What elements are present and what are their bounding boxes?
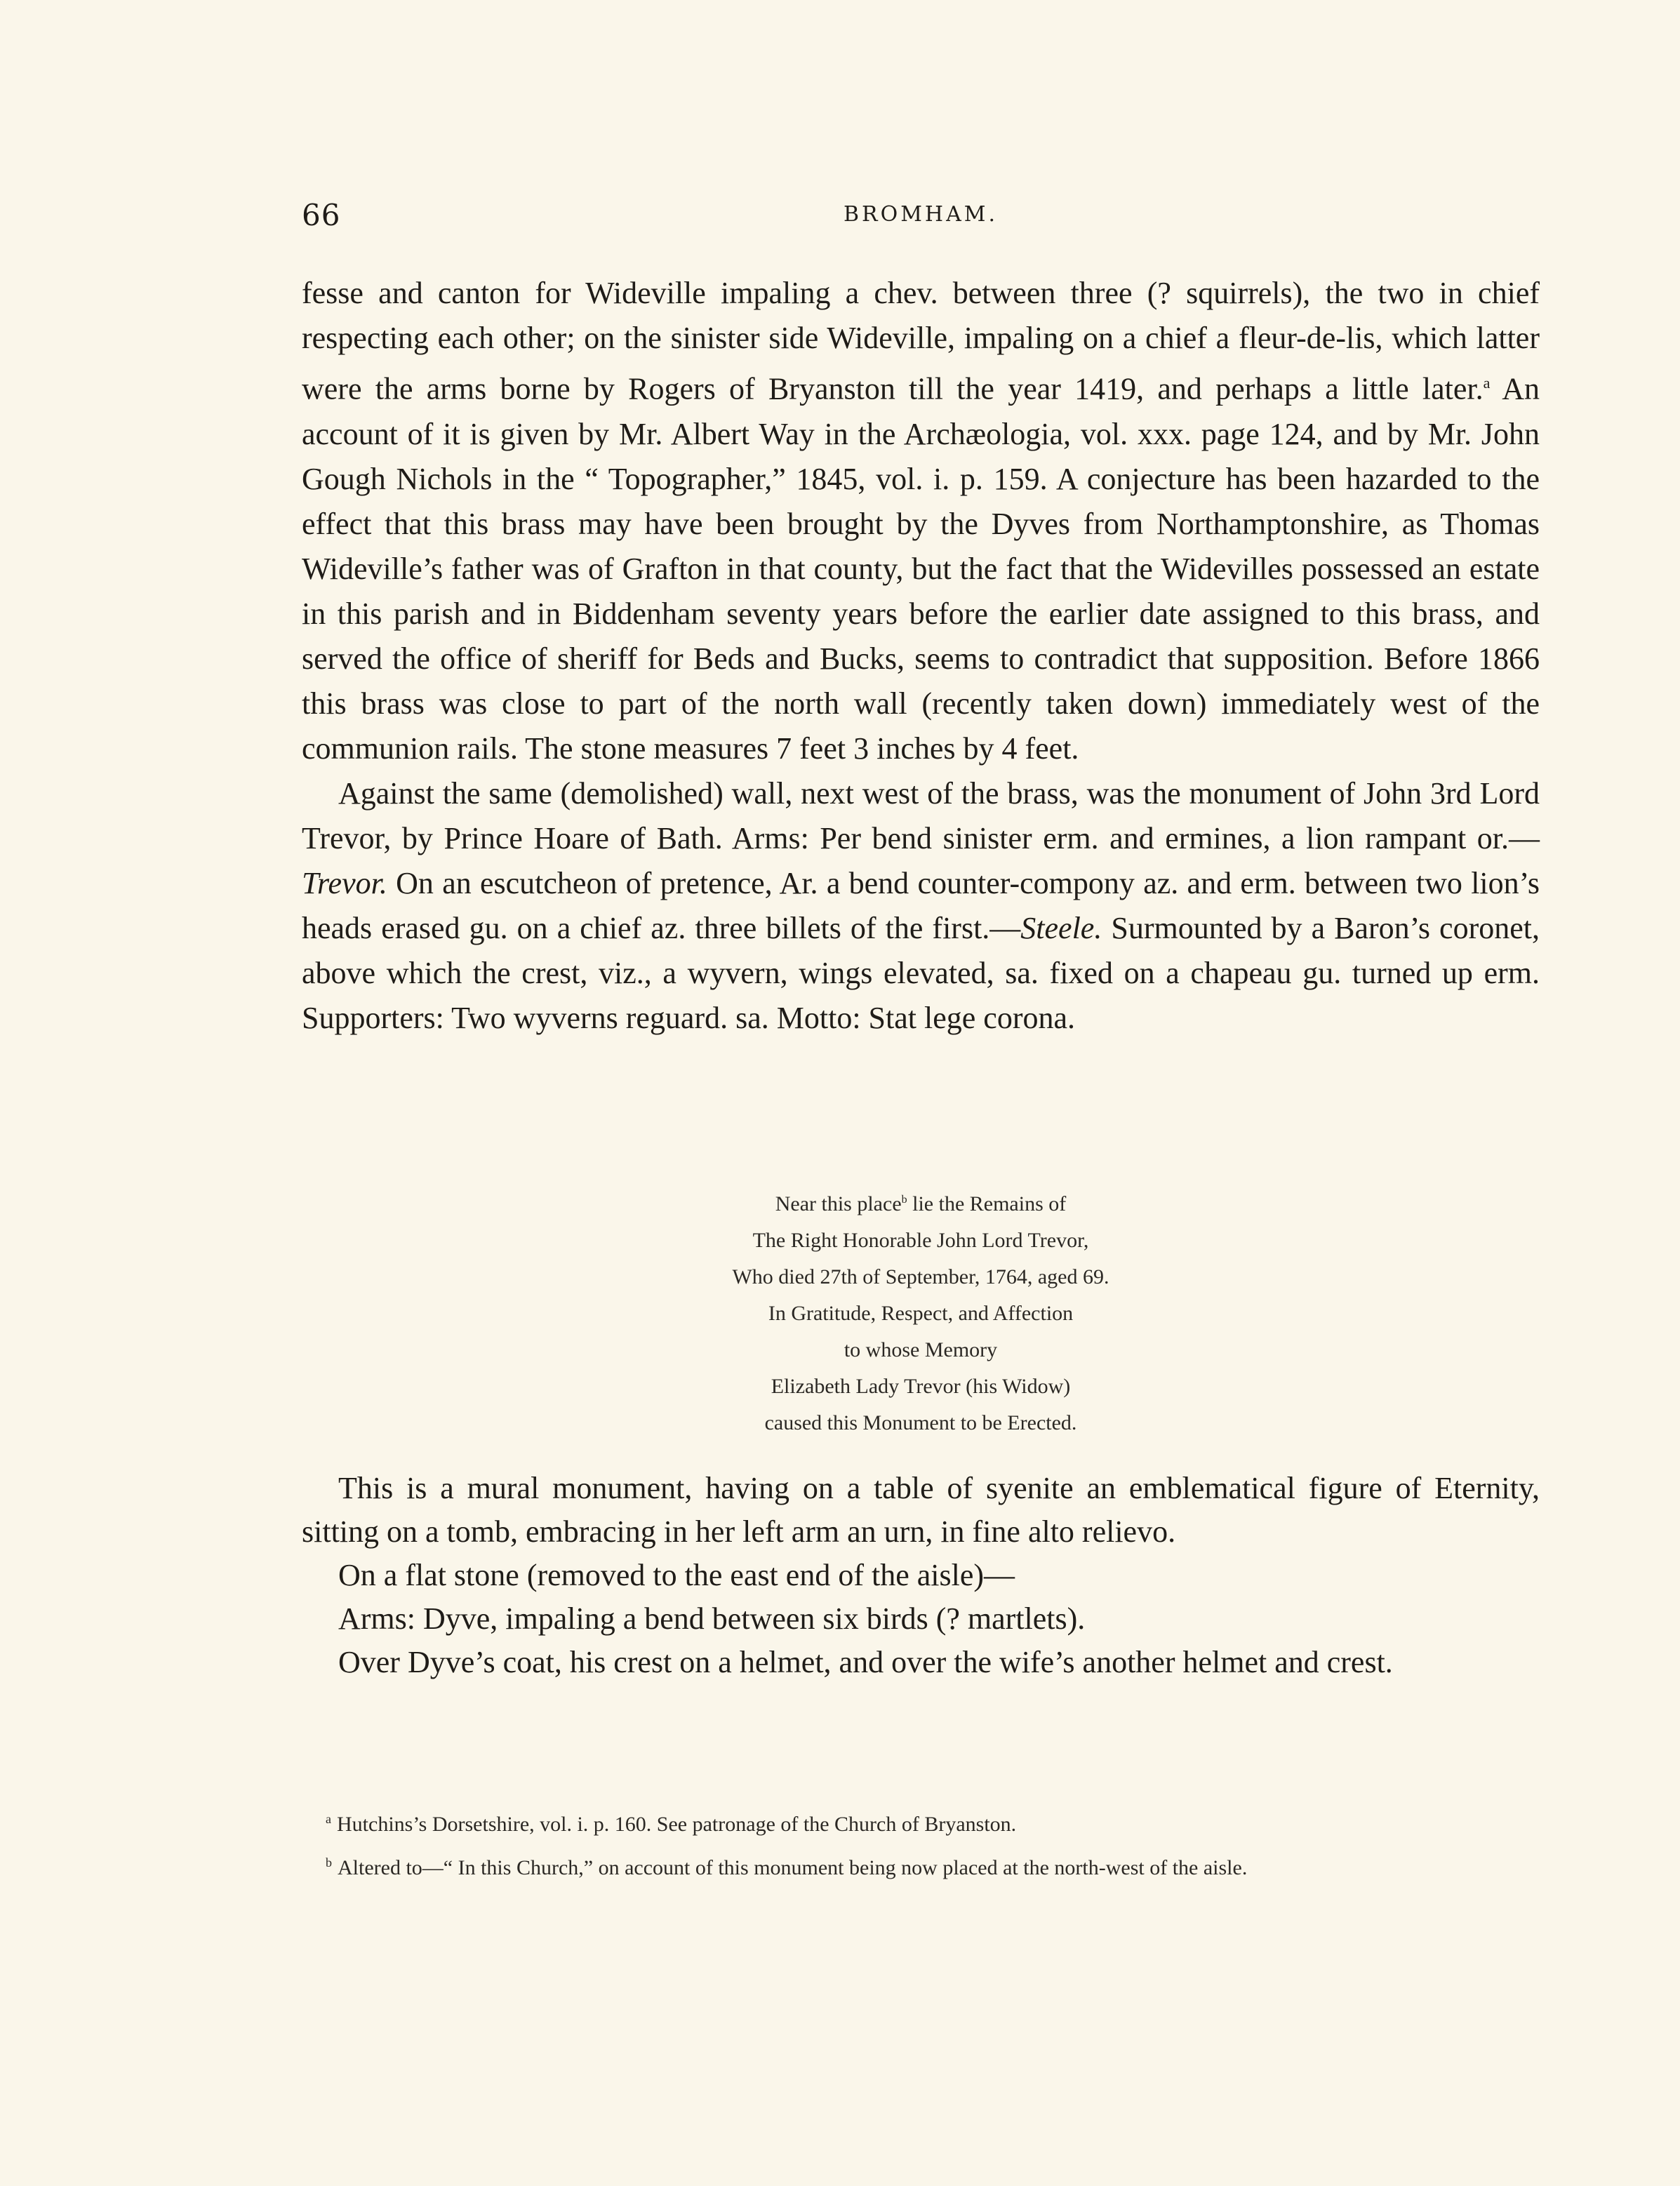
paragraph-trevor-monument bbox=[302, 771, 1540, 1041]
inscription-line: In Gratitude, Respect, and Affection bbox=[768, 1302, 1074, 1325]
paragraph-mural-monument: This is a mural monument, having on a table of syenite an emblematical figure of Eternity, sitting on a tomb, embracing in her left arm an urn, in fine alto relievo. bbox=[302, 1471, 1540, 1549]
inscription-line-1a: Near this place bbox=[775, 1192, 902, 1215]
inscription-line: The Right Honorable John Lord Trevor, bbox=[752, 1229, 1089, 1252]
inscription-line: Who died 27th of September, 1764, aged 69. bbox=[732, 1265, 1109, 1288]
inscription-line bbox=[302, 1182, 1540, 1222]
paragraph-arms: Arms: Dyve, impaling a bend between six birds (? martlets). bbox=[338, 1601, 1086, 1636]
paragraph-trevor-text-3: Surmounted by a Baron’s coronet, above which the crest, viz., a wyvern, wings elevated, sa. fixed on a chapeau gu. turned up erm. Supporters: Two wyverns reguard. sa. Motto: Stat lege corona. bbox=[302, 910, 1540, 1035]
footnote-ref-a: a bbox=[1483, 374, 1491, 392]
footnote-a-text: Hutchins’s Dorsetshire, vol. i. p. 160. See patronage of the Church of Bryanston. bbox=[337, 1813, 1017, 1836]
inscription-line: to whose Memory bbox=[844, 1338, 998, 1361]
footnote-a bbox=[302, 1804, 1540, 1840]
paragraph-flat-stone: On a flat stone (removed to the east end of the aisle)— bbox=[338, 1558, 1015, 1592]
footnote-b bbox=[302, 1847, 1540, 1884]
footnote-b-mark: b bbox=[326, 1855, 332, 1870]
paragraph-trevor-text-1: Against the same (demolished) wall, next west of the brass, was the monument of John 3rd Lord Trevor, by Prince Hoare of Bath. Arms: Per bend sinister erm. and ermines, a lion rampant or.— bbox=[302, 775, 1540, 855]
lower-text bbox=[302, 1467, 1540, 1684]
monument-inscription bbox=[302, 1182, 1540, 1441]
running-title: BROMHAM. bbox=[843, 202, 999, 227]
paragraph-trevor-text-2: On an escutcheon of pretence, Ar. a bend counter-compony az. and erm. between two lion’s heads erased gu. on a chief az. three billets of the first.— bbox=[302, 865, 1540, 945]
page-number: 66 bbox=[302, 198, 341, 232]
footnote-ref-b: b bbox=[901, 1194, 907, 1206]
paragraph-brass-text-1: fesse and canton for Wideville impaling a chev. between three (? squirrels), the two in chief respecting each other; on the sinister side Wideville, impaling on a chief a fleur-de-lis, which latter were the arms borne by Rogers of Bryanston till the year 1419, and perhaps a little later. bbox=[302, 276, 1540, 406]
inscription-line-1b: lie the Remains of bbox=[907, 1192, 1067, 1215]
paragraph-crest: Over Dyve’s coat, his crest on a helmet, and over the wife’s another helmet and crest. bbox=[338, 1645, 1393, 1679]
paragraph-brass-text-2: An account of it is given by Mr. Albert Way in the Archæologia, vol. xxx. page 124, and by Mr. John Gough Nichols in the “ Topographer,” 1845, vol. i. p. 159. A conjecture has been hazarded to the effect that this brass may have been brought by the Dyves from Northamptonshire, as Thomas Wideville’s father was of Grafton in that county, but the fact that the Widevilles possessed an estate in this parish and in Biddenham seventy years before the earlier date assigned to this brass, and served the office of sheriff for Beds and Bucks, seems to contradict that supposition. Before 1866 this brass was close to part of the north wall (recently taken down) immediately west of the communion rails. The stone measures 7 feet 3 inches by 4 feet. bbox=[302, 371, 1540, 766]
main-text bbox=[302, 271, 1540, 1041]
steele-italic: Steele. bbox=[1020, 910, 1102, 945]
running-head bbox=[302, 198, 1540, 240]
paragraph-brass bbox=[302, 271, 1540, 771]
footnote-a-mark: a bbox=[326, 1812, 331, 1826]
trevor-italic: Trevor. bbox=[302, 865, 387, 900]
footnotes bbox=[302, 1804, 1540, 1891]
inscription-line: caused this Monument to be Erected. bbox=[764, 1411, 1077, 1434]
footnote-b-text: Altered to—“ In this Church,” on account of this monument being now placed at the north-west of the aisle. bbox=[338, 1856, 1248, 1879]
inscription-line: Elizabeth Lady Trevor (his Widow) bbox=[771, 1375, 1071, 1398]
